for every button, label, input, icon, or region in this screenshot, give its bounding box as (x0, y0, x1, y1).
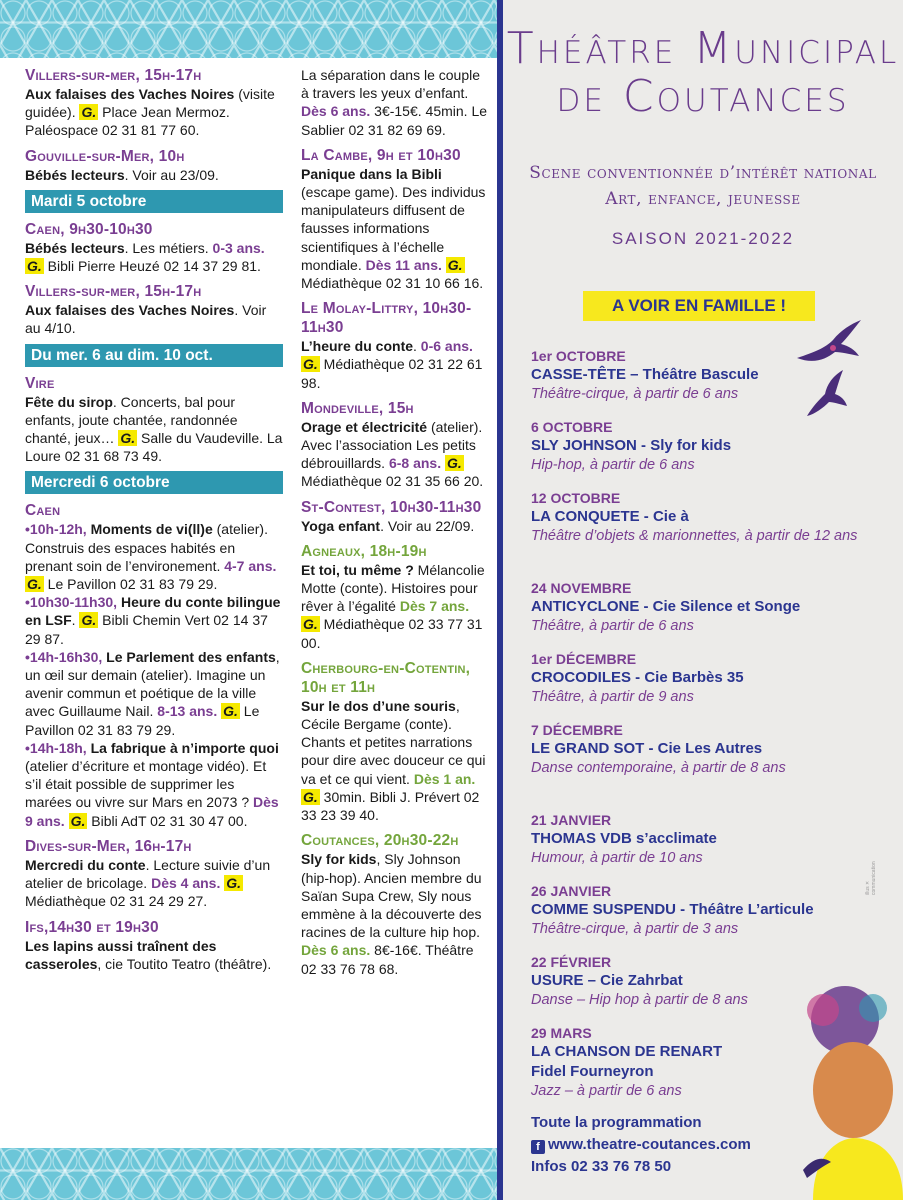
event-entry (25, 301, 283, 337)
free-badge: G. (226, 875, 242, 892)
age-range: 8-13 ans. (157, 703, 218, 720)
event-genre: Humour, à partir de 10 ans (531, 850, 703, 866)
event-description: , Sly Johnson (hip-hop). Ancien membre du Saïan Supa Crew, Sly nous emmène à la découverte des racines de la culture hip hop. (301, 851, 482, 941)
event-location: Mondeville, 15h (301, 399, 414, 417)
illustration-credit: illus ✕ communication (865, 861, 877, 895)
venue-info: Le Pavillon 02 31 83 79 29. (43, 576, 218, 593)
child-portrait-illustration (783, 980, 903, 1200)
event-date: 6 OCTOBRE (531, 419, 613, 435)
event-genre: Théâtre, à partir de 6 ans (531, 618, 694, 634)
event-genre: Théâtre d’objets & marionnettes, à partir de 12 ans (531, 528, 858, 544)
event-date: 21 JANVIER (531, 812, 612, 828)
event-description: . Voir au 4/10. (25, 302, 267, 337)
event-name: CASSE-TÊTE – Théâtre Bascule (531, 366, 759, 383)
event-location: Ifs,14h30 et 19h30 (25, 918, 159, 936)
event-entry (25, 856, 283, 911)
event-entry (301, 418, 489, 491)
free-badge: G. (27, 258, 42, 275)
event-location: Le Molay-Littry, 10h30-11h30 (301, 300, 472, 337)
family-event (531, 418, 891, 489)
venue-info: Médiathèque 02 33 77 31 00. (301, 616, 483, 651)
event-date: 1er DÉCEMBRE (531, 651, 637, 667)
age-range: Dès 7 ans. (399, 598, 470, 615)
venue-info: Bibli AdT 02 31 30 47 00. (87, 812, 248, 829)
theatre-title-line-1: Théâtre Municipal (506, 23, 900, 74)
session-item (25, 648, 283, 739)
event-title: Sly for kids (301, 851, 377, 868)
event-date: 12 OCTOBRE (531, 490, 621, 506)
event-title: Mercredi du conte (25, 856, 146, 873)
venue-info: Bibli Chemin Vert 02 14 37 29 87. (25, 612, 268, 647)
family-event (531, 579, 891, 650)
event-name: THOMAS VDB s’acclimate (531, 830, 717, 847)
event-name: LE GRAND SOT - Cie Les Autres (531, 740, 763, 757)
event-date: 1er OCTOBRE (531, 348, 626, 364)
event-name: COMME SUSPENDU - Théâtre L’articule (531, 901, 814, 918)
event-description: (atelier). Construis des espaces habités en prenant soin de l’environement. (25, 521, 268, 574)
event-location: Caen (25, 502, 61, 520)
venue-info: Salle du Vaudeville. La Loure 02 31 68 73 49. (25, 430, 283, 465)
event-name-line-2: Fidel Fourneyron (531, 1063, 654, 1080)
event-description: (atelier d’écriture et montage vidéo). Et s’il était possible de supprimer les marées ou vivre sur Mars en 2073 ? (25, 758, 267, 811)
venue-info: Le Pavillon 02 31 83 79 29. (25, 703, 260, 738)
event-entry (25, 393, 283, 466)
venue-info: 30min. Bibli J. Prévert 02 33 23 39 40. (301, 788, 480, 824)
event-location: Vire (25, 374, 55, 392)
event-title: Bébés lecteurs (25, 239, 125, 256)
family-event (531, 721, 891, 811)
bottom-pattern-band (0, 1148, 500, 1200)
age-range: Dès 11 ans. (365, 256, 442, 273)
family-event (531, 882, 891, 953)
event-title: L’heure du conte (301, 338, 414, 355)
event-date: 7 DÉCEMBRE (531, 722, 623, 738)
event-name: ANTICYCLONE - Cie Silence et Songe (531, 598, 801, 615)
session-time: •10h30-11h30, (25, 594, 118, 611)
event-entry (301, 517, 489, 535)
info-programme: Toute la programmation (531, 1114, 702, 1131)
event-genre: Théâtre, à partir de 9 ans (531, 689, 694, 705)
family-banner: A VOIR EN FAMILLE ! (583, 291, 815, 321)
event-description: (escape game). Des individus manipulateurs diffusent de fausses informations scientifiques à l’échelle mondiale. (301, 184, 486, 273)
event-description: . Lecture suivie d’un atelier de bricolage. (25, 856, 271, 892)
event-description: . Les métiers. (124, 239, 209, 256)
free-badge: G. (303, 616, 318, 633)
event-name: USURE – Cie Zahrbat (531, 972, 683, 989)
session-time: •14h-16h30, (25, 648, 103, 665)
event-title: Moments de vi(ll)e (86, 521, 213, 538)
event-location: Agneaux, 18h-19h (301, 542, 427, 560)
info-phone: Infos 02 33 76 78 50 (531, 1158, 672, 1175)
venue-info: Médiathèque 02 31 35 66 20. (301, 473, 484, 490)
event-location: Gouville-sur-Mer, 10h (25, 147, 185, 165)
website-link[interactable]: f www.theatre-coutances.com (531, 1134, 831, 1156)
season-label: SAISON 2021-2022 (611, 229, 795, 248)
event-title: Panique dans la Bibli (301, 165, 442, 182)
age-range: 6-8 ans. (388, 455, 442, 472)
event-name: CROCODILES - Cie Barbès 35 (531, 669, 744, 686)
free-badge: G. (81, 612, 97, 629)
venue-info: 3€-15€. 45min. Le Sablier 02 31 82 69 69. (301, 103, 488, 138)
event-entry (301, 850, 489, 977)
event-description: (atelier). Avec l’association Les petits débrouillards. (301, 418, 483, 472)
event-entry (301, 561, 489, 652)
event-genre: Danse – Hip hop à partir de 8 ans (531, 992, 748, 1008)
event-title: Yoga enfant (301, 517, 381, 534)
event-description: . (71, 612, 76, 629)
age-range: Dès 9 ans. (25, 794, 279, 829)
event-name: LA CONQUETE - Cie à (531, 508, 689, 525)
free-badge: G. (303, 788, 318, 805)
event-title: Bébés lecteurs (25, 166, 125, 183)
event-name: SLY JOHNSON - Sly for kids (531, 437, 732, 454)
event-title: Le Parlement des enfants (102, 648, 276, 665)
event-entry (301, 66, 489, 139)
event-title: Aux falaises des Vaches Noires (25, 302, 235, 319)
event-name: LA CHANSON DE RENART (531, 1043, 723, 1060)
event-entry (25, 937, 283, 973)
event-entry (301, 165, 489, 292)
venue-info: Bibli Pierre Heuzé 02 14 37 29 81. (43, 258, 261, 275)
family-event (531, 489, 891, 579)
theatre-title-line-2: de Coutances (556, 71, 850, 122)
venue-info: Médiathèque 02 31 22 61 98. (301, 356, 483, 391)
session-item (25, 593, 283, 648)
event-description: , Cécile Bergame (conte). Chants et petites narrations pour dire avec douceur ce qui va et ce qui vient. (301, 697, 486, 787)
event-title: Sur le dos d’une souris (301, 697, 456, 714)
free-badge: G. (447, 256, 463, 273)
free-badge: G. (303, 356, 318, 373)
session-item (25, 520, 283, 593)
event-location: Coutances, 20h30-22h (301, 832, 459, 850)
family-event (531, 347, 891, 418)
event-entry (25, 239, 283, 275)
age-range: 0-3 ans. (212, 239, 265, 256)
event-title: Heure du conte bilingue en LSF (25, 594, 281, 629)
day-header: Du mer. 6 au dim. 10 oct. (25, 344, 283, 367)
event-location: Villers-sur-mer, 15h-17h (25, 283, 202, 301)
theatre-subtitle-1: Scene conventionnée d’intérêt national (529, 163, 877, 183)
event-genre: Jazz – à partir de 6 ans (531, 1083, 682, 1099)
event-location: Caen, 9h30-10h30 (25, 220, 153, 238)
event-location: Cherbourg-en-Cotentin, 10h et 11h (301, 659, 471, 696)
event-genre: Théâtre-cirque, à partir de 6 ans (531, 386, 739, 402)
event-description: , cie Toutito Teatro (théâtre). (97, 955, 272, 972)
event-description: . Voir au 22/09. (380, 517, 475, 534)
facebook-icon: f (531, 1140, 545, 1154)
event-date: 26 JANVIER (531, 883, 612, 899)
free-badge: G. (81, 104, 97, 121)
day-header: Mardi 5 octobre (25, 190, 283, 213)
family-event (531, 811, 891, 882)
event-entry (301, 697, 489, 824)
event-title: Orage et électricité (301, 418, 428, 435)
event-location: Villers-sur-mer, 15h-17h (25, 67, 202, 84)
event-title: Fête du sirop (25, 393, 113, 410)
age-range: Dès 4 ans. (151, 875, 221, 892)
day-header: Mercredi 6 octobre (25, 471, 283, 494)
event-description: . (413, 338, 417, 355)
event-description: (visite guidée). (25, 86, 275, 121)
session-item (25, 739, 283, 830)
age-range: 4-7 ans. (224, 557, 277, 574)
event-description: La séparation dans le couple à travers les yeux d’enfant. (301, 67, 481, 102)
session-time: •10h-12h, (25, 521, 87, 538)
top-pattern-band (0, 0, 500, 58)
event-location: St-Contest, 10h30-11h30 (301, 498, 482, 516)
age-range: Dès 6 ans. (301, 103, 371, 120)
event-date: 22 FÉVRIER (531, 954, 612, 970)
free-badge: G. (223, 703, 238, 720)
event-title: La fabrique à n’importe quoi (86, 739, 279, 756)
event-date: 24 NOVEMBRE (531, 580, 632, 596)
event-genre: Théâtre-cirque, à partir de 3 ans (531, 921, 739, 937)
age-range: Dès 6 ans. (301, 942, 371, 959)
free-badge: G. (27, 576, 42, 593)
event-location: Dives-sur-Mer, 16h-17h (25, 837, 192, 855)
event-genre: Hip-hop, à partir de 6 ans (531, 457, 695, 473)
session-time: •14h-18h, (25, 739, 87, 756)
event-date: 29 MARS (531, 1025, 592, 1041)
free-badge: G. (70, 812, 86, 829)
free-badge: G. (446, 455, 462, 472)
event-location: La Cambe, 9h et 10h30 (301, 146, 461, 164)
free-badge: G. (120, 430, 136, 447)
event-description: . Voir au 23/09. (124, 166, 219, 183)
event-title: Les lapins aussi traînent des casseroles (25, 937, 217, 972)
event-description: Mélancolie Motte (conte). Histoires pour rêver à l’égalité (301, 561, 485, 615)
venue-info: Médiathèque 02 31 10 66 16. (301, 275, 484, 292)
theatre-subtitle-2: Art, enfance, jeunesse (605, 189, 801, 209)
event-genre: Danse contemporaine, à partir de 8 ans (531, 760, 786, 776)
theatre-panel (503, 0, 903, 1200)
agenda-column-1 (25, 66, 283, 973)
event-entry (301, 337, 489, 392)
agenda-column-2 (301, 66, 489, 978)
event-entry (25, 166, 283, 184)
event-title: Aux falaises des Vaches Noires (25, 86, 235, 102)
event-entry (25, 85, 283, 140)
age-range: Dès 1 an. (413, 770, 476, 787)
venue-info: Place Jean Mermoz. Paléospace 02 31 81 77 60. (25, 104, 230, 139)
event-description: , un œil sur demain (atelier). Imagine un avenir commun et poétique de la ville avec Guillaume Nail. (25, 648, 280, 720)
event-title: Et toi, tu même ? (301, 561, 414, 578)
venue-info: 8€-16€. Théâtre 02 33 76 78 68. (301, 942, 474, 977)
family-event (531, 650, 891, 721)
venue-info: Médiathèque 02 31 24 29 27. (25, 893, 208, 910)
event-description: . Concerts, bal pour enfants, joute chantée, randonnée chanté, jeux… (25, 393, 238, 447)
age-range: 0-6 ans. (420, 338, 473, 355)
